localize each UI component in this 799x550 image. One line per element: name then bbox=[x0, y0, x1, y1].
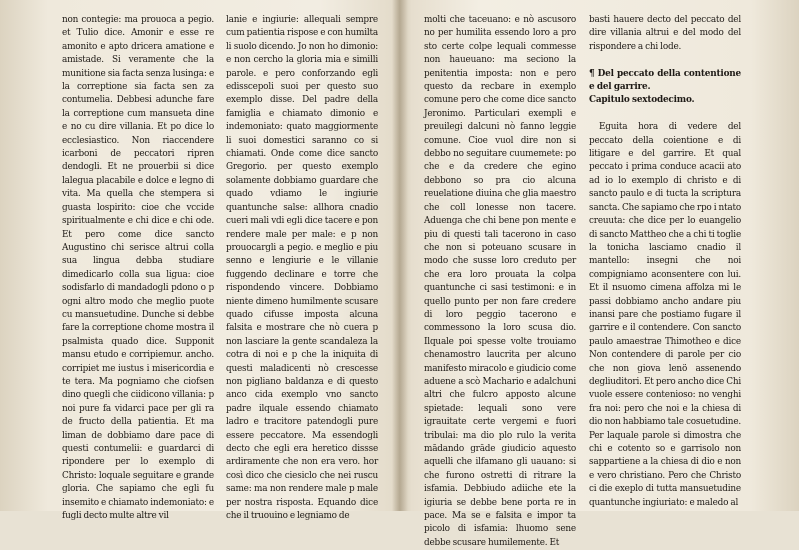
chapter-number: Capitulo sextodecimo. bbox=[589, 95, 695, 106]
pilcrow-mark: ¶ bbox=[589, 68, 595, 79]
chapter-heading bbox=[589, 69, 741, 92]
left-page-column-1 bbox=[62, 14, 214, 522]
text-block: non contegie: ma prouoca a pegio. et Tulio dice. Amonir e esse re amonito e apto dricera amatione e amistade. Si veramente che la munitione sia facta senza lusinga: e la correptione sia facta sen za contumelia. Debbesi adunche fare la correptione cum mansueta dine e no cu dire villania. Et po dice lo ecclesiastico. Non riaccendere icarboni de peccatori ripren dendogli. Et ne prouerbii si dice lalegua placabile e dolce e legno di vita. Ma quella che stempera si guasta lospirito: cioe che vccide spiritualmente e chi dice e chi ode. Et pero come dice sancto Augustino chi serisce altrui colla sua lingua debba studiare dimedicarlo colla sua ligua: cioe sodisfarlo di mandadogli pdono o p ogni altro modo che meglio puote cu mansuetudine. Dunche si debbe fare la correptione chome mostra il psalmista quado dice. Supponit mansu etudo e corripiemur. ancho. corripiet me iustus i misericordia e te tera. Ma pogniamo che ciofsen dino quegli che ciidicono villania: p noi pure fa vidarci pace per gli ra de fructo della patientia. Et ma liman de dobbiamo dare pace di questi contumelii: e guardarci di ripondere per lo exemplo di Christo: loquale seguitare e grande gloria. Che sapiamo che egli fu insemito e chiamato indemoniato: e fugli decto multe altre vil bbox=[62, 15, 214, 522]
text-block: lanie e ingiurie: allequali sempre cum patientia rispose e con humilta li suolo dicendo. Jo non ho dimonio: e non cercho la gloria mia e similli parole. e pero conforzando egli edisscepoli suoi per questo suo exemplo disse. Del padre della famiglia e chiamato dimonio e indemoniato: quato maggiormente li suoi domestici saranno co si chiamati. Onde come dice sancto Gregorio. per questo exemplo solamente dobbiamo guardare che quado vdiamo le ingiurie quantunche salse: allhora cnadio cueri mali vdi egli dice tacere e pon rendere male per male: e p non prouocargli a pegio. e meglio e piu senno e lengiurie e le villanie fuggendo declinare e torre che rispondendo vincere. Dobbiamo niente dimeno humilmente scusare quado cifusse imposta alcuna falsita e mostrare che nò cuera p non lasciare la gente scandaleza la cotra di noi e p che la iniquita di questi maladicenti nò crescesse non pigliano baldanza e di questo anco cida exemplo vno sancto padre ilquale essendo chiamato ladro e tracitore patendogli pure essere peccatore. Ma essendogli decto che egli era heretico dissse ardiramente che non era vero. hor così dico che ciesiclo che nei ruscu same: ma non rendere male p male per nostra risposta. Equando dice che il truouino e legniamo de bbox=[226, 15, 378, 522]
chapter-title: Del peccato della contentione e del garrire. bbox=[589, 68, 741, 93]
right-page-column-1 bbox=[424, 14, 576, 548]
right-page-column-2 bbox=[589, 14, 741, 508]
book-gutter bbox=[392, 0, 408, 511]
left-page-column-2 bbox=[226, 14, 378, 522]
text-block: basti hauere decto del peccato del dire villania altrui e del modo del rispondere a chi lode. bbox=[589, 15, 741, 52]
text-block: molti che taceuano: e nò ascusoro no per humilita essendo loro a pro sto certe colpe lequali commesse non haueuano: ma seciono la penitentia imposta: non e pero questo da recbare in exemplo comune pero che come dice sancto Jeronimo. Particulari exempli e preuilegi dalcuni nò fanno leggie comune. Cioe vuol dire non si debbo no seguitare cuumemete: po che e da credere che egino debbono so pra cio alcuna reuelatione diuina che glia maestro che coll lonesse non tacere. Aduenga che chi bene pon mente e piu di questi tali tacerono in caso che non si poteuano scusare in modo che susse loro creduto per che era loro prouata la colpa quantunche ci sasi testimoni: e in quello punto per non fare credere di loro peggio tacerono e commessono la loro scusa dio. Ilquale poi spesse volte trouiamo chenamostro laucrita per alcuno manifesto miracolo e giudicio come aduene a scò Machario e adalchuni altri che fulcro apposto alcune spietade: lequali sono vere igrauitate certe vergemi e fuori tribulai: ma dio plo rulo la verita mādando grāde giudicio aquesto aquelli che ilfamano gli uauano: si che furono ostretti di ritrare la isfamia. Debbiudo adiiche ete la igiuria se debbe bene porta re in pace. Ma se e falsita e impor ta picolo di isfamia: lhuomo sene debbe scusare humilemente. Et bbox=[424, 15, 576, 548]
text-block: Eguita hora di vedere del peccato della coientione e di litigare e del garrire. Et qual peccato i prima conduce acacii ato ad io lo exemplo di christo e di sancto paulo e di tucta la scriptura sancta. Che sapiamo che rpo i ntato creuuta: che dice per lo euangelio di sancto Mattheo che a chi ti toglie la tonicha lasciamo cnadio il mantello: insegni che noi compigniamo aconsentere con lui. Et il nsuomo cimena affolza mi le passi dobbiamo ancho andare piu inansi pare che postiamo fugare il garrire e il contendere. Con sancto paulo amaestrae Thimotheo e dice Non contendere di parole per cio che non giova lenö assenendo degliuditori. Et pero ancho dice Chi vuole essere contenioso: no venghi fra noi: pero che noi e la chiesa di dio non habbiamo tale cosuetudine. Per laquale parole si dimostra che chi e cotento so e garrisolo non sappartiene a la chiesa di dio e non e vero christiano. Pero che Christo ci die exeplo di tutta mansuetudine quantunche ingiuriato: e maledo al bbox=[589, 122, 741, 508]
